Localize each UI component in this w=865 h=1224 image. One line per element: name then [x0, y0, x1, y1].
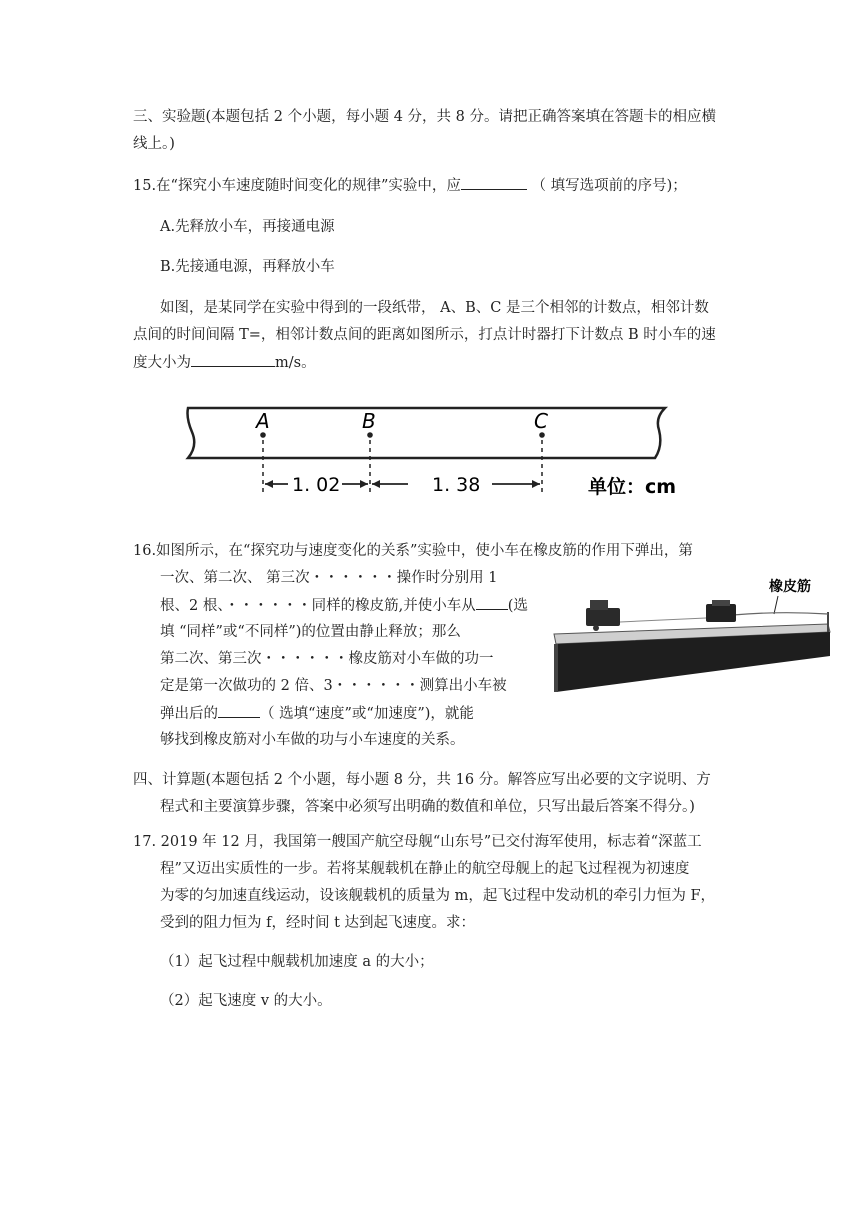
q16-line3-tail: (选	[507, 598, 528, 614]
q15-para3-unit: m/s。	[275, 355, 316, 371]
q17-line2: 程”又迈出实质性的一步。若将某舰载机在静止的航空母舰上的起飞过程视为初速度	[160, 861, 690, 877]
section4-heading: 四、计算题(本题包括 2 个小题，每小题 8 分，共 16 分。解答应写出必要的文字说明、方	[133, 772, 711, 788]
q15-option-a: A.先释放小车，再接通电源	[160, 219, 335, 235]
cart-weight	[712, 600, 730, 606]
timer-top	[590, 600, 608, 610]
q16-line1: 16.如图所示，在“探究功与速度变化的关系”实验中，使小车在橡皮筋的作用下弹出，第	[133, 543, 693, 559]
paper-tape-figure	[170, 400, 700, 505]
section3-heading-cont: 线上。)	[133, 136, 175, 152]
q17-line1: 17. 2019 年 12 月，我国第一艘国产航空母舰“山东号”已交付海军使用，标志着“深蓝工	[133, 834, 702, 850]
rubber-band-label: 橡皮筋	[769, 579, 811, 595]
section3-heading: 三、实验题(本题包括 2 个小题，每小题 4 分，共 8 分。请把正确答案填在答题卡的相应横	[133, 109, 716, 125]
q17-line3: 为零的匀加速直线运动，设该舰载机的质量为 m，起飞过程中发动机的牵引力恒为 F，	[160, 888, 716, 904]
unit-label: 单位：cm	[588, 476, 677, 498]
point-c-dot	[539, 432, 545, 438]
rubber-band-apparatus-figure	[546, 572, 836, 697]
q15-para-line1: 如图，是某同学在实验中得到的一段纸带， A、B、C 是三个相邻的计数点，相邻计数	[160, 300, 709, 316]
q16-line7-tail: （ 选填“速度”或“加速度”)，就能	[260, 706, 474, 722]
distance-ab-label: 1. 02	[292, 474, 341, 496]
rubber-band-pointer	[774, 596, 778, 614]
q15-para3-text: 度大小为	[133, 355, 191, 371]
track-leg	[554, 644, 558, 692]
q16-line7	[160, 703, 474, 724]
q15-stem-text: 15.在“探究小车速度随时间变化的规律”实验中，应	[133, 178, 461, 194]
bc-arrowhead-right	[532, 480, 540, 488]
q15-stem	[133, 175, 687, 196]
ab-arrowhead-right	[360, 480, 368, 488]
paper-tape-strip	[620, 618, 706, 622]
q16-line7-text: 弹出后的	[160, 706, 218, 722]
q17-line4: 受到的阻力恒为 f，经时间 t 达到起飞速度。求：	[160, 915, 476, 931]
timer	[586, 608, 620, 626]
bc-arrowhead-left	[372, 480, 380, 488]
q15-para-line3	[133, 352, 316, 373]
q16-line8: 够找到橡皮筋对小车做的功与小车速度的关系。	[160, 732, 465, 748]
point-b-label: B	[362, 409, 376, 433]
q15-para-line2: 点间的时间间隔 T=，相邻计数点间的距离如图所示，打点计时器打下计数点 B 时小车的速	[133, 327, 716, 343]
ab-arrowhead-left	[265, 480, 273, 488]
q16-line3-text: 根、2 根、・・・・・・同样的橡皮筋,并使小车从	[160, 598, 476, 614]
q15-answer-blank[interactable]	[461, 175, 527, 190]
q16-line6: 定是第一次做功的 2 倍、3・・・・・・测算出小车被	[160, 678, 507, 694]
q16-quantity-blank[interactable]	[218, 703, 260, 718]
distance-bc-label: 1. 38	[432, 474, 481, 496]
point-c-label: C	[534, 409, 548, 433]
q16-position-blank[interactable]	[476, 595, 508, 610]
q16-line3	[160, 595, 528, 616]
point-a-label: A	[256, 409, 270, 433]
q15-stem-instruction: （ 填写选项前的序号)；	[531, 178, 687, 194]
q16-line2: 一次、第二次、 第三次・・・・・・操作时分别用 1	[160, 570, 498, 586]
q15-velocity-blank[interactable]	[191, 352, 275, 367]
q17-subquestion-2: （2）起飞速度 v 的大小。	[160, 993, 332, 1009]
section4-heading-cont: 程式和主要演算步骤，答案中必须写出明确的数值和单位，只写出最后答案不得分。)	[160, 799, 695, 815]
q17-subquestion-1: （1）起飞过程中舰载机加速度 a 的大小；	[160, 954, 434, 970]
q16-line5: 第二次、第三次・・・・・・橡皮筋对小车做的功一	[160, 651, 494, 667]
q16-line4: 填 “同样”或“不同样”)的位置由静止释放；那么	[160, 624, 461, 640]
timer-knob	[593, 625, 599, 631]
point-a-dot	[260, 432, 266, 438]
point-b-dot	[367, 432, 373, 438]
q15-option-b: B.先接通电源，再释放小车	[160, 259, 335, 275]
cart	[706, 604, 736, 622]
